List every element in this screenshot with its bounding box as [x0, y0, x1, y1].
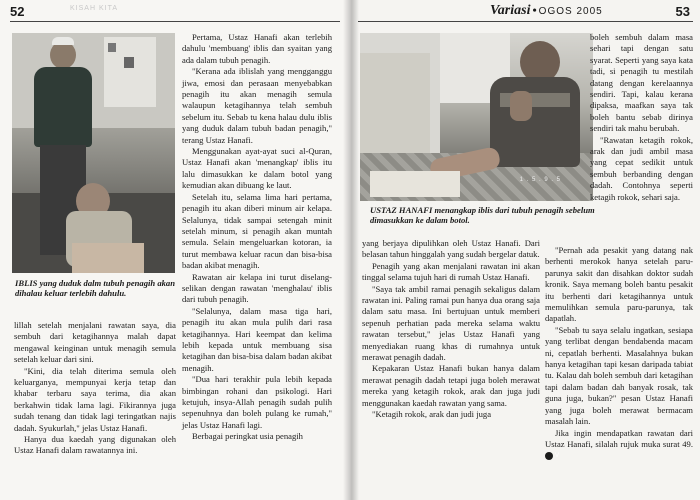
paragraph: Kepakaran Ustaz Hanafi bukan hanya dalam merawat penagih dadah tetapi juga boleh merawat mereka yang ketagih rokok, arak dan juga judi menggunakan kaedah rawatan yang sama. — [362, 363, 540, 408]
magazine-masthead — [490, 3, 603, 19]
paragraph: "Ketagih rokok, arak dan judi juga — [372, 409, 492, 420]
paragraph: Hanya dua kaedah yang digunakan oleh Ustaz Hanafi dalam rawatannya ini. — [14, 434, 176, 456]
paragraph: lillah setelah menjalani rawatan saya, dia sembuh dari ketagihannya malah dapat mengawal keinginan untuk menagih semula setelah keluar dari sini. — [14, 320, 176, 365]
page-number-left: 52 — [10, 4, 25, 19]
paragraph — [545, 428, 693, 462]
paragraph: "Kini, dia telah diterima semula oleh keluarganya, mempunyai kerja tetap dan khabar terbaru saya terima, dia akan berkahwin tidak lama lagi. Fikirannya juga sudah tenang dan tidak lagi teringatkan najis dadah. Syukurlah," jelas Ustaz Hanafi. — [14, 365, 176, 433]
end-of-article-mark: V — [545, 452, 553, 460]
photo-caption-right: USTAZ HANAFI menangkap iblis dari tubuh penagih sebelum dimasukkan ke dalam botol. — [370, 205, 595, 225]
running-head: KISAH KITA — [70, 5, 118, 12]
article-column-left-lower — [14, 320, 176, 457]
right-page — [350, 0, 700, 500]
header-rule-left — [10, 21, 340, 22]
paragraph: "Dua hari terakhir pula lebih kepada bimbingan rohani dan psikologi. Hari ketujuh, insya-Allah penagih sudah pulih sepenuhnya dan boleh pulang ke rumah," jelas Ustaz Hanafi lagi. — [182, 374, 332, 430]
article-column-left-main — [182, 32, 332, 443]
paragraph: Pertama, Ustaz Hanafi akan terlebih dahulu 'membuang' iblis dan syaitan yang ada dalam tubuh penagih. — [182, 32, 332, 65]
paragraph: "Pernah ada pesakit yang datang nak berhenti merokok hanya setelah paru-parunya sakit dan disahkan doktor sudah kronik. Saya memang boleh bantu pesakit itu berhenti dari ketagihannya untuk memulihkan semula paru-parunya, tak dapatlah. — [545, 245, 693, 324]
photo-catching-iblis — [360, 33, 593, 201]
paragraph: "Kerana ada iblislah yang mengganggu jiwa, emosi dan perasaan menyebabkan penagih itu akan menagih semula walaupun ketagihannya telah sembuh sebelum itu. Sebab tu kena halau dulu iblis yang duduk dalam tubuh badan penagih," terang Ustaz Hanafi. — [182, 66, 332, 145]
paragraph: Setelah itu, selama lima hari pertama, penagih itu akan diberi minum air kelapa. Selalunya, tidak sampai setengah minit setelah minum, si penagih akan muntah semula. Selain mengeluarkan kotoran, ia turut membawa keluar racun dan bisa-bisa badan akibat menagih. — [182, 191, 332, 271]
article-column-right-lower-left — [362, 238, 540, 421]
photo-stamp: 1 . 5 . 9 . 5 — [519, 177, 561, 183]
issue-date: OGOS 2005 — [538, 6, 603, 17]
paragraph: Menggunakan ayat-ayat suci al-Quran, Ustaz Hanafi akan 'menangkap' iblis itu lalu dimasukkan ke dalam botol yang kemudian akan dibuang ke laut. — [182, 146, 332, 191]
paragraph: "Selalunya, dalam masa tiga hari, penagih itu akan mula pulih dari rasa ketagihannya. Hari keempat dan kelima lebih kepada untuk membuang sisa ketagihan dan bisa-bisa dalam badan akibat menagih. — [182, 305, 332, 373]
paragraph: yang berjaya dipulihkan oleh Ustaz Hanafi. Dari belasan tahun hinggalah yang sudah bergelar datuk. — [362, 238, 540, 260]
page-number-right: 53 — [675, 4, 690, 19]
paragraph: Berbagai peringkat usia penagih — [192, 431, 303, 442]
closing-text: Jika ingin mendapatkan rawatan dari Ustaz Hanafi, silalah rujuk muka surat 49. — [545, 427, 693, 449]
masthead-separator: • — [532, 3, 537, 17]
paragraph: Penagih yang akan menjalani rawatan ini akan tinggal selama tujuh hari di rumah Ustaz Hanafi. — [362, 260, 540, 283]
paragraph: Rawatan air kelapa ini turut diselang-selikan dengan rawatan 'menghalau' iblis dari tubuh penagih. — [182, 271, 332, 305]
paragraph: "Saya tak ambil ramai penagih sekaligus dalam rawatan ini. Paling ramai pun hanya dua orang saja dalam satu masa. Ini bertujuan untuk memberi sepenuh perhatian pada mereka selama waktu rawatan tersebut," jelas Ustaz Hanafi yang menyediakan ruang khas di rumahnya untuk merawat penagih dadah. — [362, 283, 540, 363]
paragraph: "Rawatan ketagih rokok, arak dan judi ambil masa yang cepat sedikit untuk sembuh berbanding dengan dadah. Contohnya seperti ketagih rokok, sehari saja. — [590, 134, 693, 202]
paragraph: boleh sembuh dalam masa sehari tapi dengan satu syarat. Seperti yang saya kata tadi, si penagih tu mestilah datang dengan kerelaannya sendiri. Tapi, kalau kerana dipaksa, maafkan saya tak boleh bantu sebab dirinya sendiri tak mahu berubah. — [590, 32, 693, 134]
paragraph: "Sebab tu saya selalu ingatkan, sesiapa yang terlibat dengan bendabenda macam ni, cepatlah berhenti. Masalahnya bukan hanya ketagihan tapi kesan daripada tabiat tu. Kalau dah boleh sembuh dari ketagihan tapi dalam badan dah banyak rosak, tak guna juga, bukan?" pesan Ustaz Hanafi yang juga boleh merawat bermacam masalah lain. — [545, 324, 693, 427]
article-column-right-lower-right — [545, 245, 693, 462]
page-gutter — [343, 0, 359, 500]
magazine-title: Variasi — [490, 3, 531, 18]
header-rule-right — [358, 21, 693, 22]
article-column-right-upper — [590, 32, 693, 203]
photo-caption-left: IBLIS yang duduk dalm tubuh penagih akan dihalau keluar terlebih dahulu. — [15, 278, 175, 298]
photo-treatment-session — [12, 33, 175, 273]
